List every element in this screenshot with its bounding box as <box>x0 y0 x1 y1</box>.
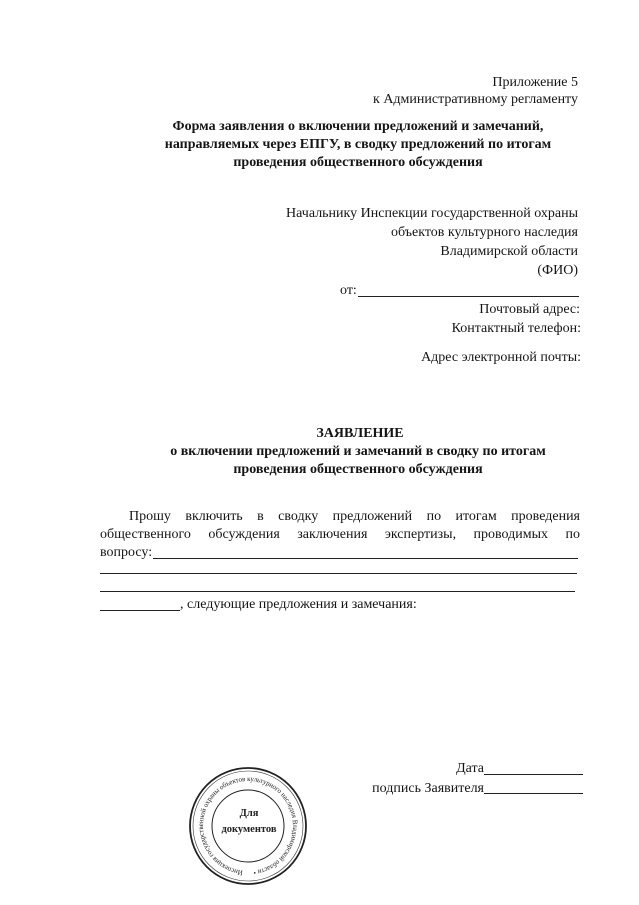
blank-line <box>100 591 575 592</box>
addressee-fio: (ФИО) <box>537 263 578 278</box>
stamp-center-line: Для <box>239 808 259 819</box>
request-line: Прошу включить в сводку предложений по итогам проведения <box>129 509 580 524</box>
addressee-line: объектов культурного наследия <box>390 225 578 240</box>
stamp-center-line: документов <box>221 824 277 835</box>
question-field <box>100 544 578 562</box>
addressee-line: Владимирской области <box>440 244 578 259</box>
statement-title: ЗАЯВЛЕНИЕ <box>316 426 404 441</box>
proposals-field <box>100 596 417 614</box>
statement-subtitle-line: проведения общественного обсуждения <box>233 462 483 477</box>
postal-address-label: Почтовый адрес: <box>479 302 580 317</box>
phone-label: Контактный телефон: <box>451 321 581 336</box>
from-label: от: <box>340 283 357 298</box>
signature-field <box>372 780 583 798</box>
date-blank-line <box>484 760 583 775</box>
from-blank-line <box>358 282 579 297</box>
question-label: вопросу: <box>100 545 153 560</box>
date-label: Дата <box>456 761 484 776</box>
request-line: общественного обсуждения заключения экспертизы, проводимых по <box>100 527 580 542</box>
stamp-ring-text-path: Инспекция государственной охраны объектов культурного наследия Владимирской области • <box>196 774 300 877</box>
email-label: Адрес электронной почты: <box>421 350 581 365</box>
addressee-line: Начальнику Инспекции государственной охраны <box>286 206 578 221</box>
question-blank-line <box>153 544 578 559</box>
proposals-label: , следующие предложения и замечания: <box>180 597 417 612</box>
date-field <box>456 760 583 778</box>
form-title-line: направляемых через ЕПГУ, в сводку предложений по итогам <box>164 137 552 152</box>
appendix-reference: к Административному регламенту <box>373 92 578 107</box>
stamp <box>186 764 310 888</box>
statement-subtitle-line: о включении предложений и замечаний в сводку по итогам <box>170 444 546 459</box>
signature-blank-line <box>484 780 583 794</box>
appendix-number: Приложение 5 <box>492 75 578 90</box>
form-title-line: проведения общественного обсуждения <box>233 155 483 170</box>
signature-label: подпись Заявителя <box>372 781 484 796</box>
proposals-blank-line <box>100 596 180 611</box>
form-title-line: Форма заявления о включении предложений и замечаний, <box>172 119 544 134</box>
blank-line <box>100 573 577 574</box>
from-field <box>340 282 579 300</box>
